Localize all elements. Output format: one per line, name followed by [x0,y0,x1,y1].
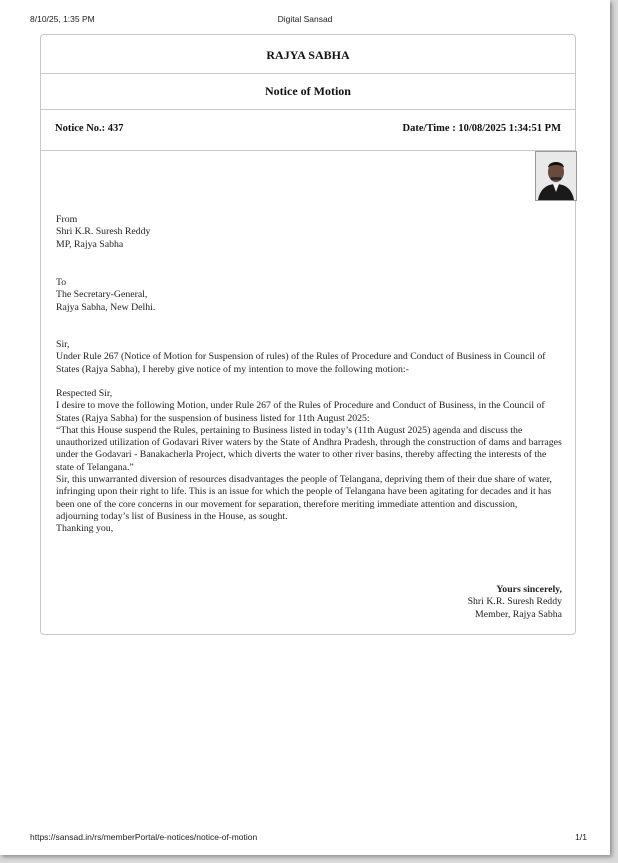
notice-number: Notice No.: 437 [55,123,124,134]
to-line-2: Rajya Sabha, New Delhi. [56,301,156,313]
salutation: Sir, [56,339,70,350]
closing-block [468,584,562,621]
print-page-number: 1/1 [575,832,587,842]
print-datetime: 8/10/25, 1:35 PM [30,14,95,24]
member-photo [535,151,577,201]
notice-type-row [41,73,575,110]
to-line-1: The Secretary-General, [56,289,148,301]
print-site-title: Digital Sansad [277,14,333,24]
respected-salutation: Respected Sir, [56,388,113,399]
notice-card [40,34,576,635]
house-title-row [41,35,575,74]
notice-datetime: Date/Time : 10/08/2025 1:34:51 PM [402,123,561,134]
member-portrait-icon [536,152,576,200]
thanking-line: Thanking you, [56,523,114,535]
motion-paragraph-2: “That this House suspend the Rules, pertaining to Business listed in today’s (11th August 2025) agenda and discuss the unauthorized utilization of Godavari River waters by the State of Andhra Pradesh, through the construction of dams and barrages under the Godavari - Banakacherla Project, which diverts the water to other river basins, thereby affecting the interests of the state of Telangana.” [56,424,562,473]
from-label: From [56,214,78,225]
intro-paragraph: Under Rule 267 (Notice of Motion for Suspension of rules) of the Rules of Procedure and Conduct of Business in Council of States (Rajya Sabha), I hereby give notice of my intention to move the following motion:- [56,351,546,375]
motion-paragraph-1: I desire to move the following Motion, under Rule 267 of the Rules of Procedure and Conduct of Business, in the Council of States (Rajya Sabha) for the suspension of business listed for 11th August 2025: [56,400,545,424]
house-title: RAJYA SABHA [266,48,350,62]
closing-name: Shri K.R. Suresh Reddy [467,596,562,608]
closing-designation: Member, Rajya Sabha [475,608,562,620]
notice-meta-row [41,109,575,151]
closing-yours: Yours sincerely, [496,584,562,595]
motion-block [56,388,562,536]
from-name: Shri K.R. Suresh Reddy [56,226,151,238]
motion-paragraph-3: Sir, this unwarranted diversion of resources disadvantages the people of Telangana, depriving them of their due share of water, infringing upon their right to life. This is an issue for which the people of Telangana have been agitating for decades and it has been one of the core concerns in our movement for separation, therefore meriting immediate attention and discussion, adjourning today’s list of Business in the House, as sought. [56,474,552,522]
notice-type: Notice of Motion [265,84,351,98]
to-label: To [56,277,67,288]
intro-block [56,339,562,376]
print-url: https://sansad.in/rs/memberPortal/e-notices/notice-of-motion [30,832,258,842]
from-block [56,214,562,251]
from-designation: MP, Rajya Sabha [56,238,124,250]
to-block [56,277,562,314]
